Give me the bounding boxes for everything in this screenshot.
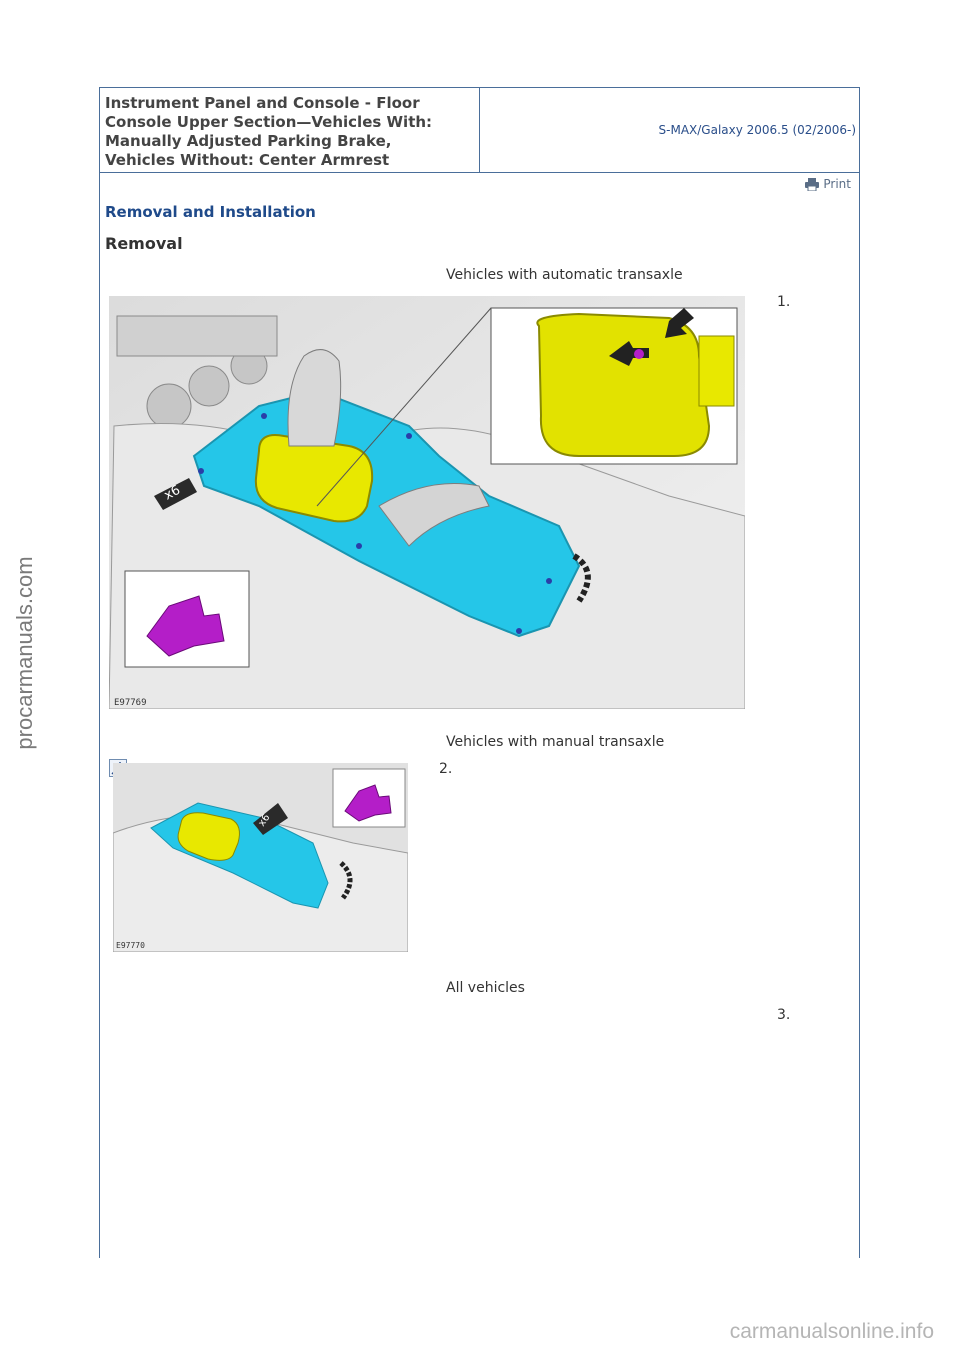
step-2-caption: Vehicles with manual transaxle xyxy=(446,734,665,750)
figure-code: E97770 xyxy=(116,941,145,950)
title-line: Console Upper Section—Vehicles With: xyxy=(105,113,433,131)
document-frame xyxy=(99,87,860,1258)
title-line: Instrument Panel and Console - Floor xyxy=(105,94,420,112)
page-title xyxy=(105,94,475,170)
x6-text: x6 xyxy=(161,482,183,504)
inset-tab xyxy=(699,336,734,406)
step-3-number: 3. xyxy=(777,1007,791,1023)
side-watermark-text: procarmanuals.com xyxy=(12,556,37,750)
print-button[interactable] xyxy=(805,177,851,191)
inset-clip xyxy=(634,349,644,359)
title-line: Vehicles Without: Center Armrest xyxy=(105,151,390,169)
step-1-caption: Vehicles with automatic transaxle xyxy=(446,267,683,283)
title-line: Manually Adjusted Parking Brake, xyxy=(105,132,392,150)
x6-text: x6 xyxy=(256,812,273,829)
section-title: Removal and Installation xyxy=(105,203,316,221)
model-text: S-MAX/Galaxy 2006.5 (02/2006-) xyxy=(658,123,856,137)
figure-manual-transaxle[interactable] xyxy=(113,763,408,952)
inset-yellow-part xyxy=(537,314,709,456)
printer-icon xyxy=(805,178,819,191)
side-watermark xyxy=(10,530,40,780)
model-label xyxy=(480,88,856,172)
figure-code: E97769 xyxy=(114,698,147,708)
step-1-number: 1. xyxy=(777,294,791,310)
subsection-title: Removal xyxy=(105,234,183,253)
footer-watermark: carmanualsonline.info xyxy=(729,1320,934,1343)
print-label: Print xyxy=(823,177,851,191)
figure-automatic-transaxle[interactable] xyxy=(109,296,745,709)
step-3-caption: All vehicles xyxy=(446,980,525,996)
header-table xyxy=(100,88,859,173)
step-2-number: 2. xyxy=(439,761,453,777)
